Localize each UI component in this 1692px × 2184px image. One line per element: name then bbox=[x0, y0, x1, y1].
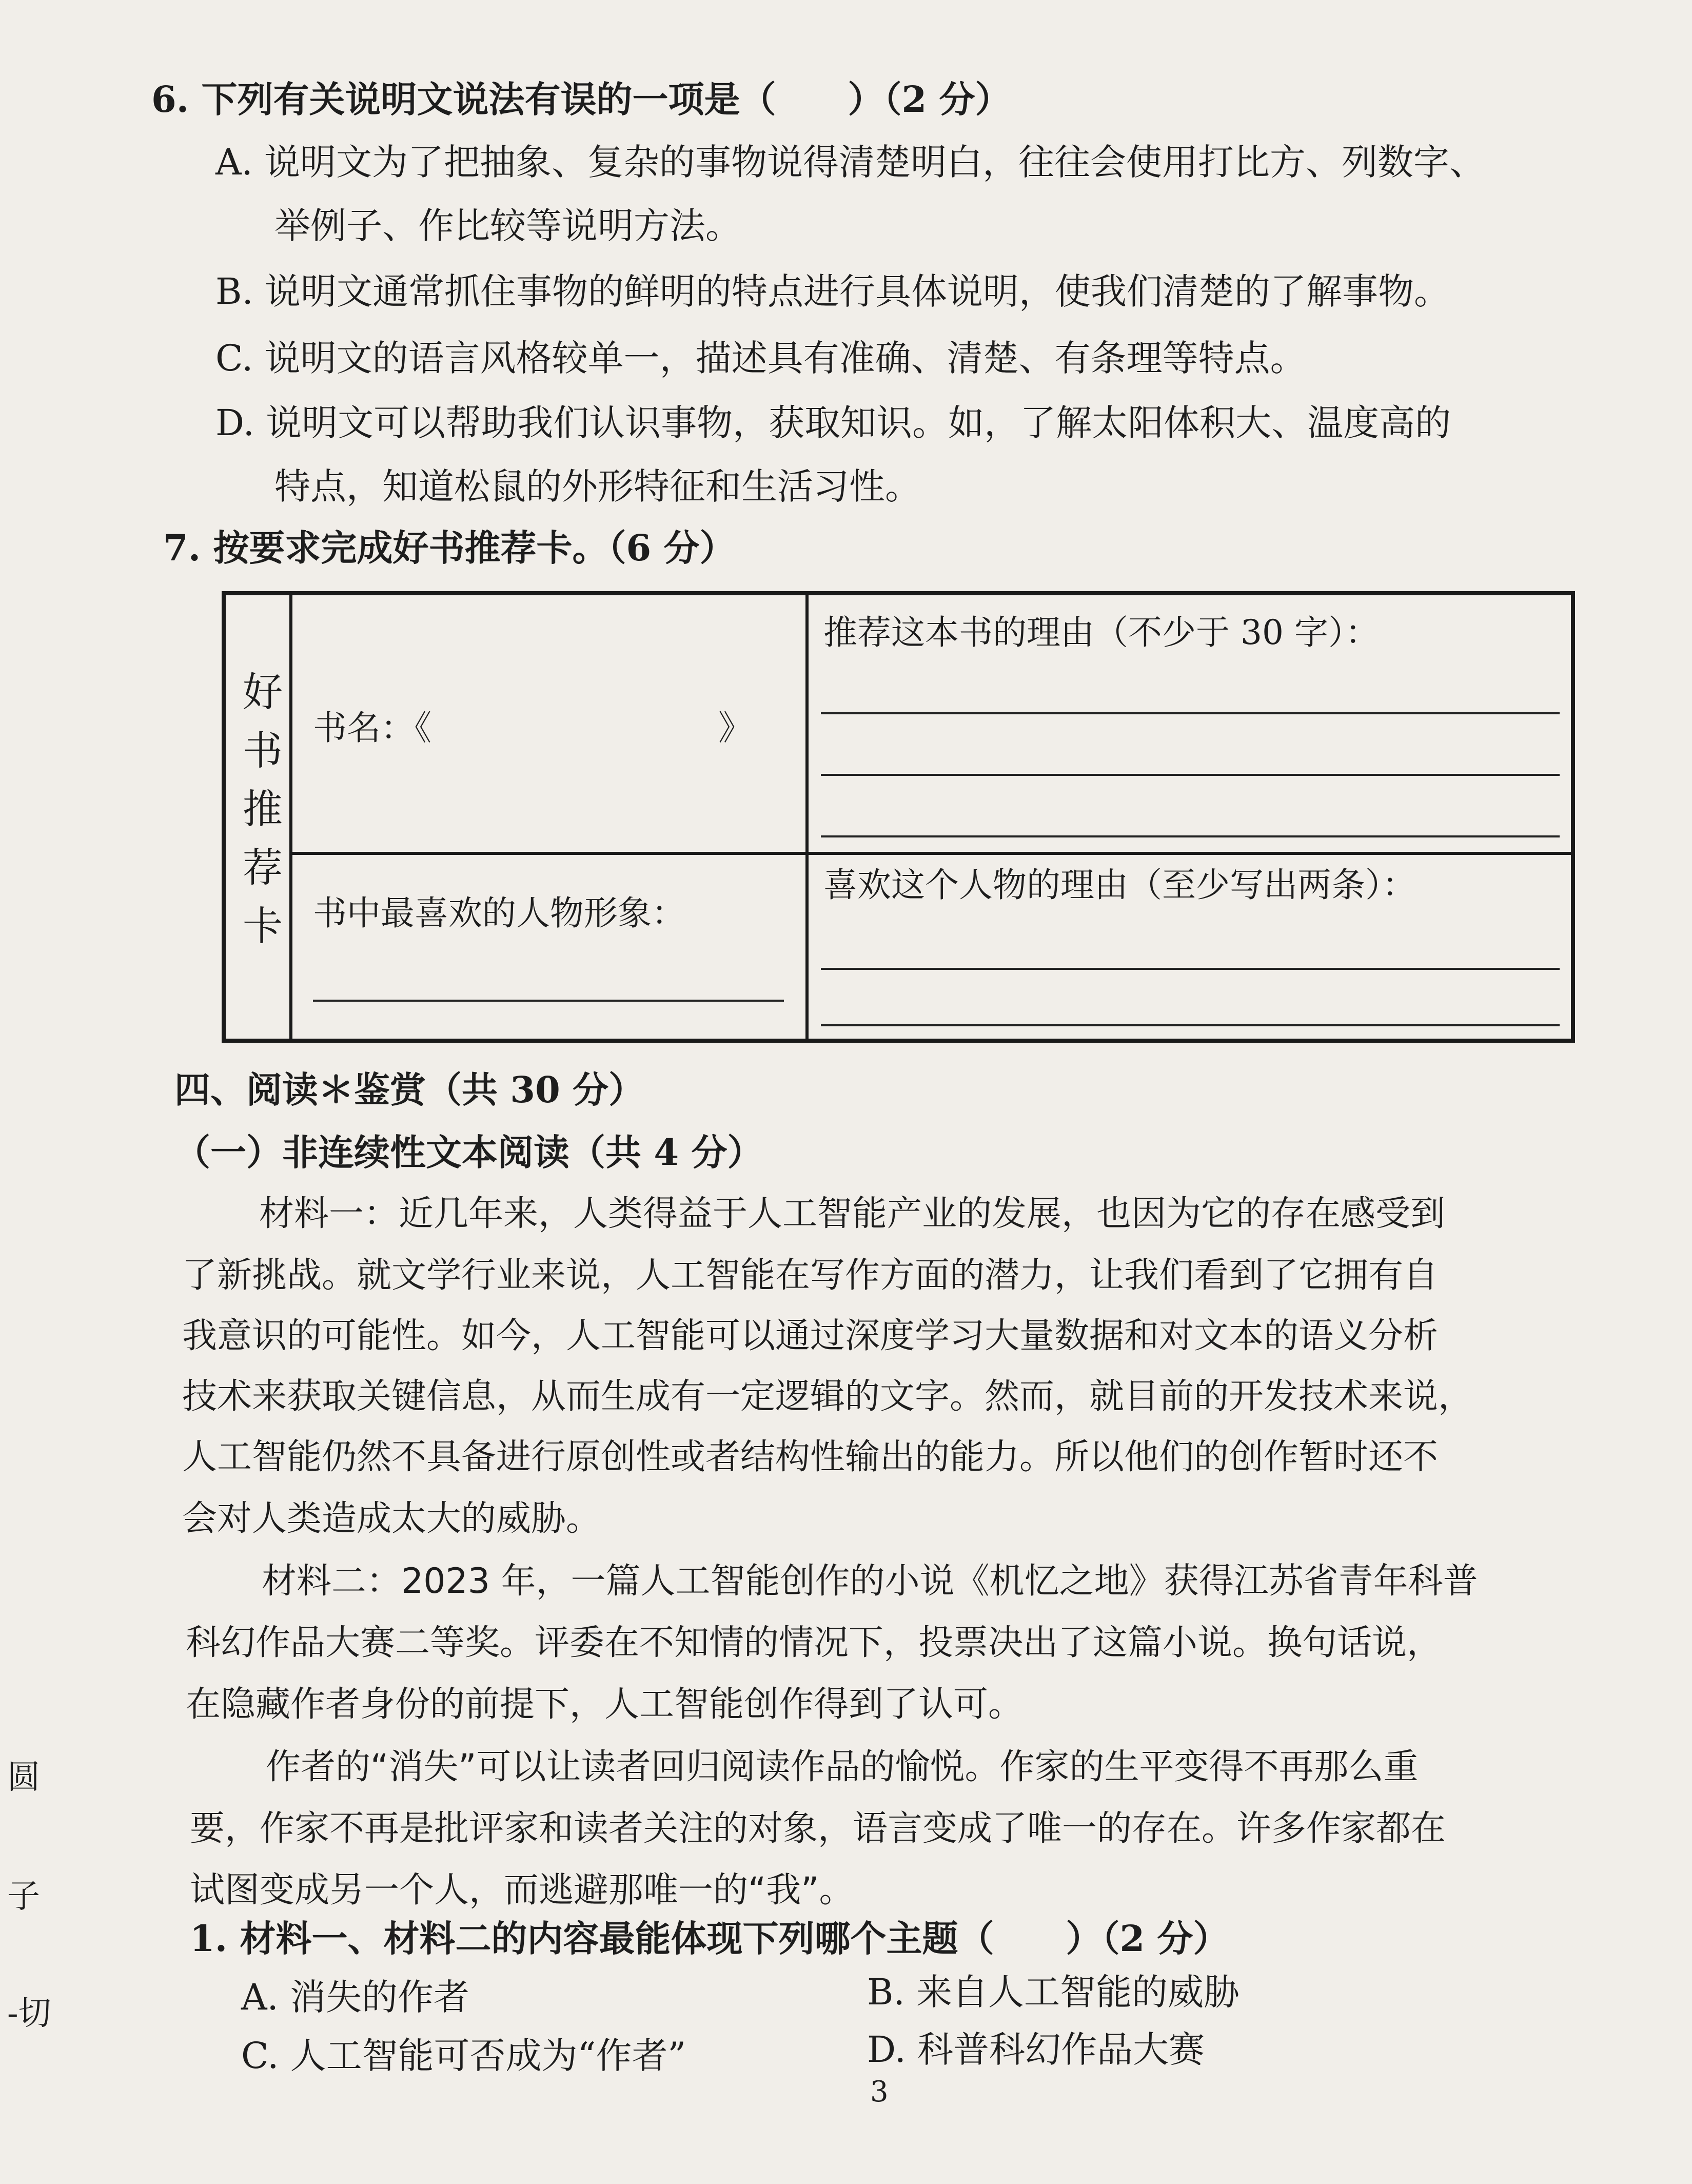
question-7-stem: 7. 按要求完成好书推荐卡。（6 分） bbox=[163, 526, 736, 569]
book-name-label: 书名：《 bbox=[313, 708, 431, 748]
reason-book-label: 推荐这本书的理由（不少于 30 字）： bbox=[823, 613, 1379, 652]
q6-option-b: B. 说明文通常抓住事物的鲜明的特点进行具体说明，使我们清楚的了解事物。 bbox=[215, 270, 1450, 313]
material-1-line2: 了新挑战。就文学行业来说，人工智能在写作方面的潜力，让我们看到了它拥有自 bbox=[182, 1255, 1439, 1296]
question-6-stem: 6. 下列有关说明文说法有误的一项是（ ）（2 分） bbox=[151, 78, 1011, 121]
margin-note-2: 子 bbox=[7, 1878, 40, 1916]
card-vertical-title: 好书推荐卡 bbox=[236, 671, 282, 963]
reason-book-blank-2[interactable] bbox=[821, 774, 1560, 776]
q6-option-a-line1: A. 说明文为了把抽象、复杂的事物说得清楚明白，往往会使用打比方、列数字、 bbox=[215, 141, 1486, 183]
reading-q1-option-a: A. 消失的作者 bbox=[241, 1976, 470, 2018]
material-1-line3: 我意识的可能性。如今，人工智能可以通过深度学习大量数据和对文本的语义分析 bbox=[182, 1316, 1439, 1356]
favorite-character-blank[interactable] bbox=[313, 1000, 784, 1002]
margin-note-3: ‑切 bbox=[7, 1995, 51, 2033]
q6-option-d-line1: D. 说明文可以帮助我们认识事物，获取知识。如，了解太阳体积大、温度高的 bbox=[215, 402, 1451, 444]
reason-character-blank-1[interactable] bbox=[821, 968, 1560, 970]
material-2-line2: 科幻作品大赛二等奖。评委在不知情的情况下，投票决出了这篇小说。换句话说， bbox=[186, 1623, 1442, 1663]
margin-note-1: 圆 bbox=[7, 1759, 40, 1797]
q6-option-c: C. 说明文的语言风格较单一，描述具有准确、清楚、有条理等特点。 bbox=[215, 337, 1306, 379]
material-1-line4: 技术来获取关键信息，从而生成有一定逻辑的文字。然而，就目前的开发技术来说， bbox=[182, 1376, 1473, 1417]
material-3-line2: 要，作家不再是批评家和读者关注的对象，语言变成了唯一的存在。许多作家都在 bbox=[190, 1808, 1446, 1849]
reason-character-blank-2[interactable] bbox=[821, 1024, 1560, 1026]
book-recommendation-card bbox=[222, 591, 1575, 1043]
reason-character-label: 喜欢这个人物的理由（至少写出两条）： bbox=[823, 865, 1416, 905]
section-4-heading: 四、阅读＊鉴赏（共 30 分） bbox=[174, 1068, 645, 1111]
material-1-line6: 会对人类造成太大的威胁。 bbox=[182, 1498, 601, 1539]
reason-book-blank-3[interactable] bbox=[821, 835, 1560, 837]
material-3-line3: 试图变成另一个人，而逃避那唯一的“我”。 bbox=[190, 1870, 854, 1910]
reading-q1-option-d: D. 科普科幻作品大赛 bbox=[867, 2029, 1205, 2071]
material-3-line1: 作者的“消失”可以让读者回归阅读作品的愉悦。作家的生平变得不再那么重 bbox=[266, 1747, 1419, 1787]
material-1-line1: 材料一：近几年来，人类得益于人工智能产业的发展，也因为它的存在感受到 bbox=[259, 1194, 1446, 1234]
reading-q1-option-b: B. 来自人工智能的威胁 bbox=[867, 1971, 1240, 2013]
material-2-line1: 材料二：2023 年，一篇人工智能创作的小说《机忆之地》获得江苏省青年科普 bbox=[262, 1561, 1478, 1602]
q6-option-a-line2: 举例子、作比较等说明方法。 bbox=[274, 205, 741, 247]
material-2-line3: 在隐藏作者身份的前提下，人工智能创作得到了认可。 bbox=[186, 1684, 1024, 1725]
page-number: 3 bbox=[870, 2075, 889, 2109]
reading-q1-stem: 1. 材料一、材料二的内容最能体现下列哪个主题（ ）（2 分） bbox=[190, 1917, 1229, 1960]
q6-option-d-line2: 特点，知道松鼠的外形特征和生活习性。 bbox=[274, 465, 921, 508]
subsection-1-heading: （一）非连续性文本阅读（共 4 分） bbox=[174, 1131, 763, 1174]
book-name-close-bracket: 》 bbox=[718, 708, 752, 748]
favorite-character-label: 书中最喜欢的人物形象： bbox=[313, 893, 685, 933]
reason-book-blank-1[interactable] bbox=[821, 712, 1560, 714]
reading-q1-option-c: C. 人工智能可否成为“作者” bbox=[241, 2035, 686, 2077]
material-1-line5: 人工智能仍然不具备进行原创性或者结构性输出的能力。所以他们的创作暂时还不 bbox=[182, 1437, 1439, 1477]
